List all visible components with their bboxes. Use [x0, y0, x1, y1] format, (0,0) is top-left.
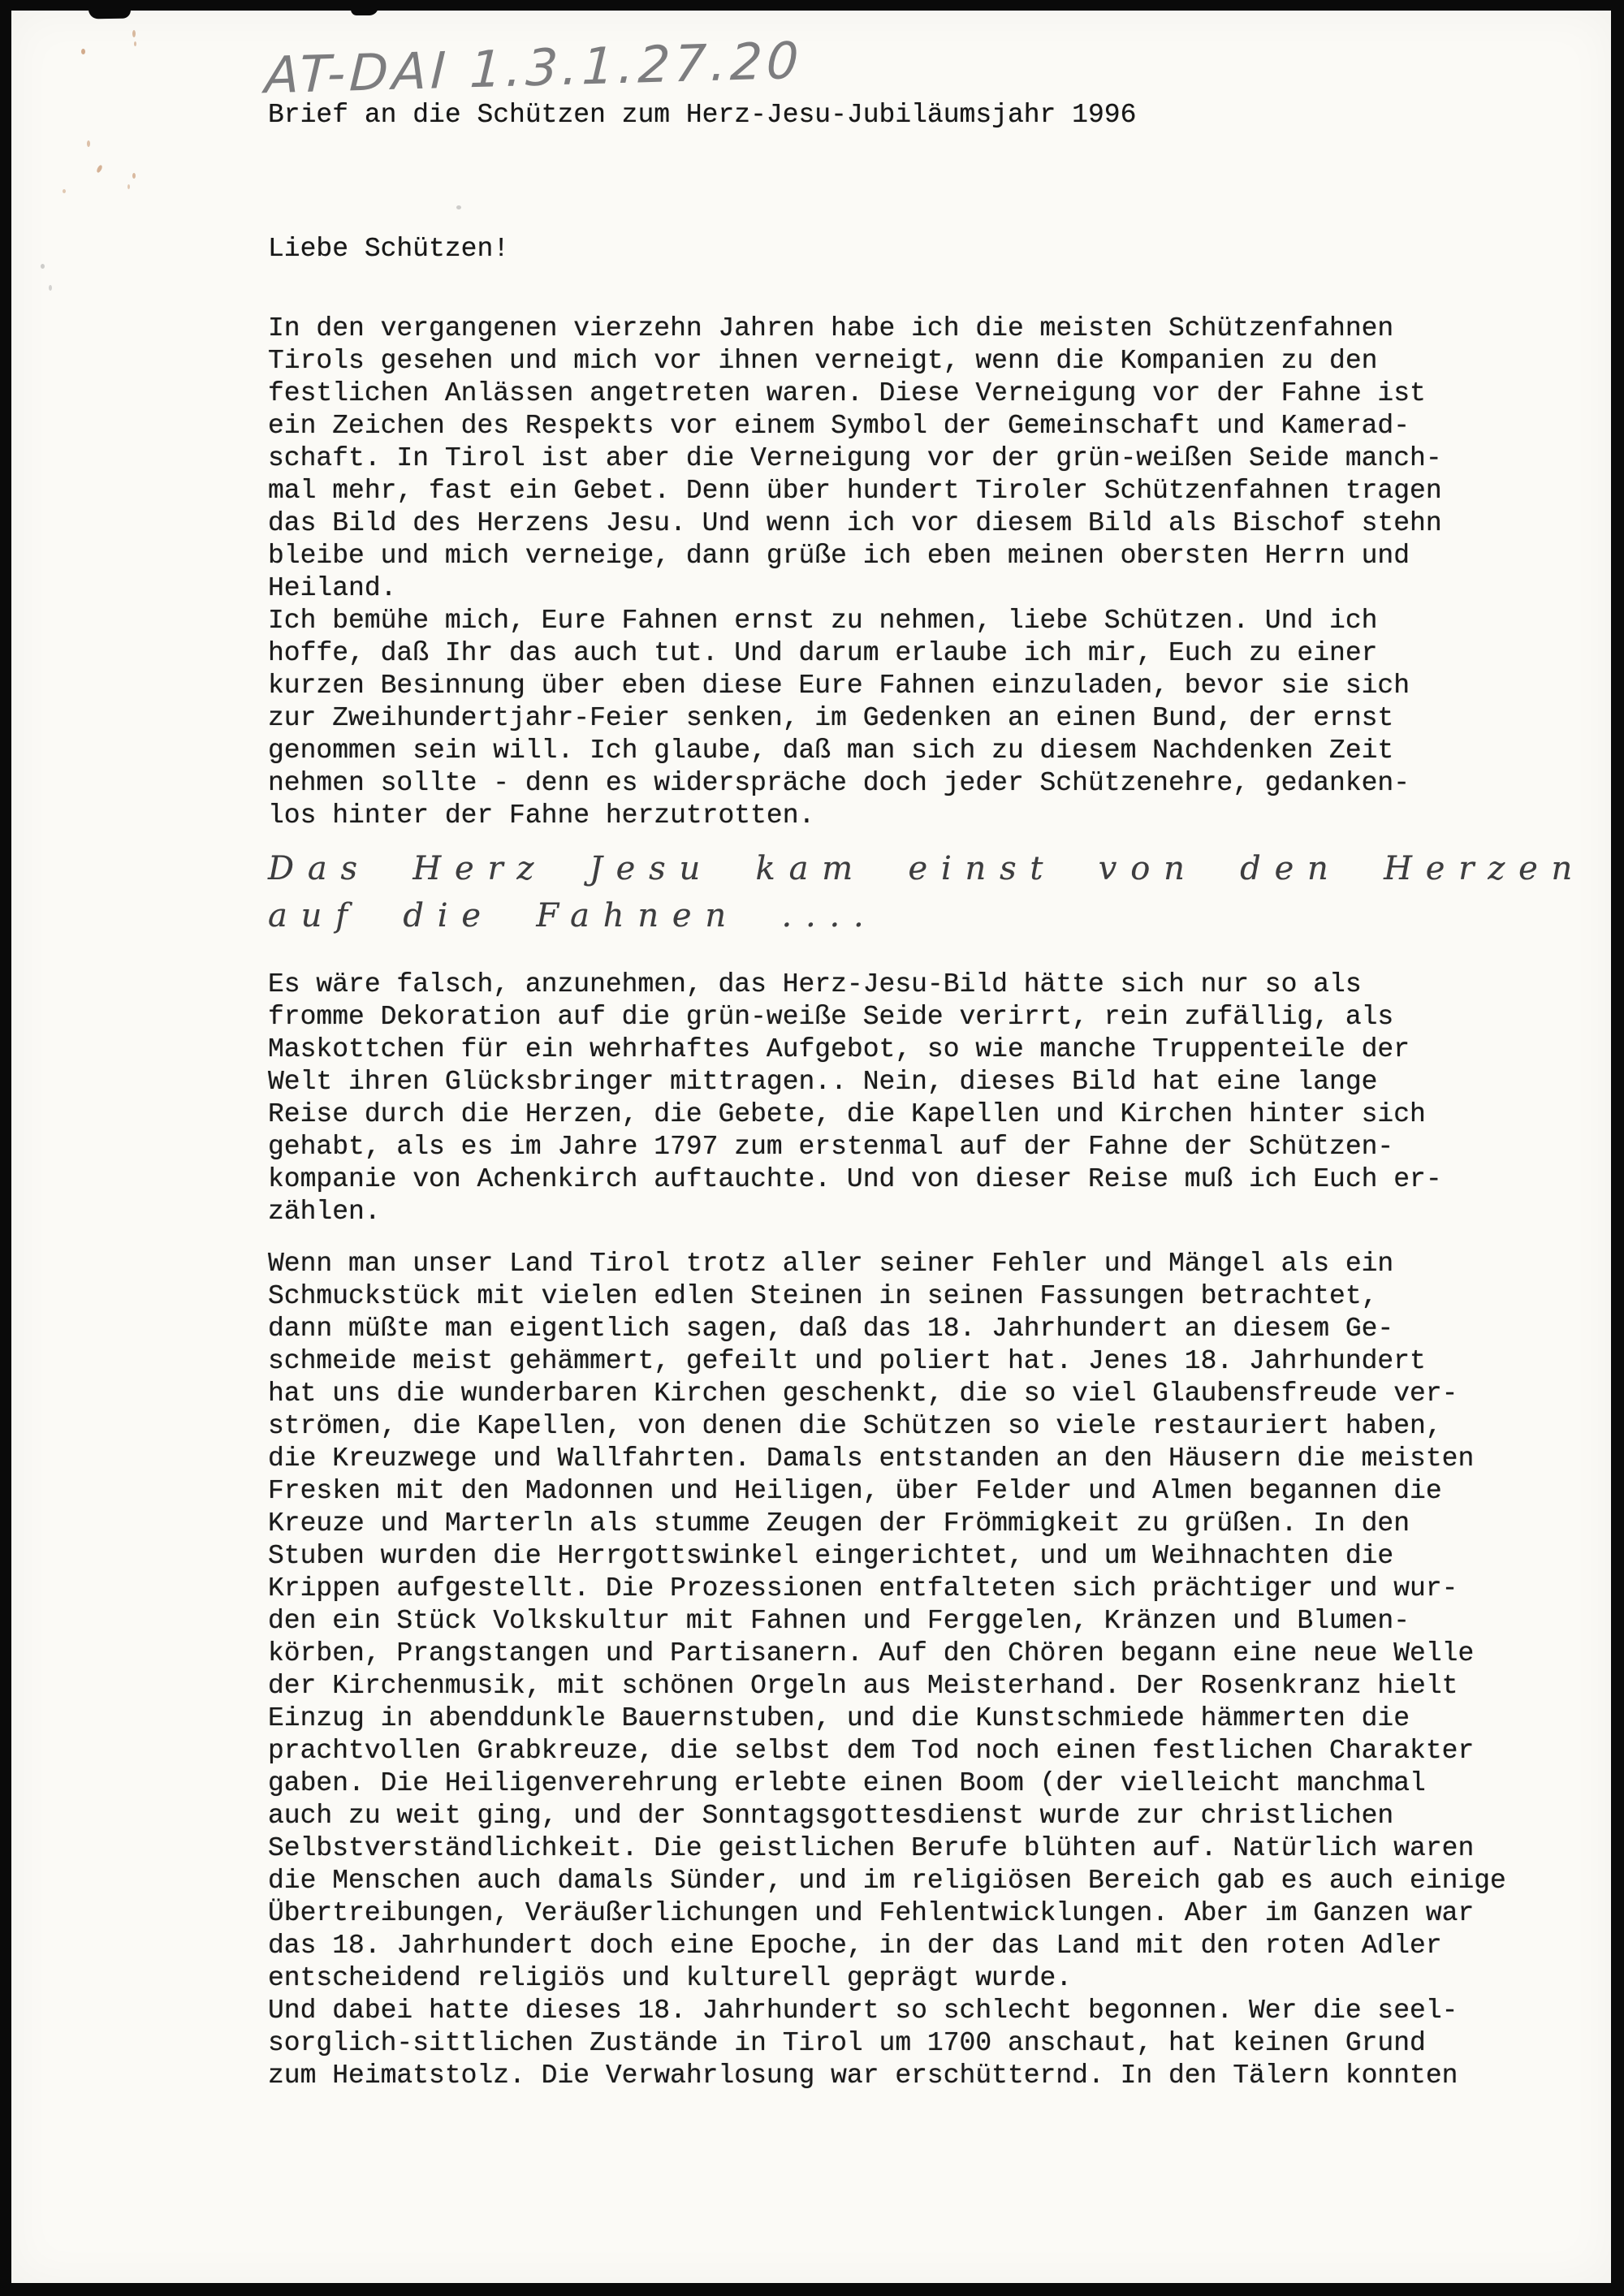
text-line: Tirols gesehen und mich vor ihnen verneigt, wenn die Kompanien zu den [268, 346, 1378, 376]
rust-speck [96, 164, 103, 173]
script-heading-line: Das Herz Jesu kam einst von den Herzen [268, 850, 1587, 887]
text-line: los hinter der Fahne herzutrotten. [268, 801, 815, 831]
text-line: das 18. Jahrhundert doch eine Epoche, in der das Land mit den roten Adler [268, 1931, 1442, 1961]
paragraph-block-1 [268, 313, 1442, 832]
text-line: Heiland. [268, 573, 397, 603]
text-line: Krippen aufgestellt. Die Prozessionen entfalteten sich prächtiger und wur- [268, 1573, 1458, 1603]
text-line: ein Zeichen des Respekts vor einem Symbol der Gemeinschaft und Kamerad- [268, 411, 1410, 441]
text-line: der Kirchenmusik, mit schönen Orgeln aus Meisterhand. Der Rosenkranz hielt [268, 1671, 1458, 1701]
text-line: schaft. In Tirol ist aber die Verneigung vor der grün-weißen Seide manch- [268, 443, 1442, 473]
text-line: Welt ihren Glücksbringer mittragen.. Nein, dieses Bild hat eine lange [268, 1067, 1378, 1097]
text-line: Übertreibungen, Veräußerlichungen und Fehlentwicklungen. Aber im Ganzen war [268, 1898, 1475, 1928]
text-line: schmeide meist gehämmert, gefeilt und poliert hat. Jenes 18. Jahrhundert [268, 1346, 1426, 1376]
text-line: Reise durch die Herzen, die Gebete, die Kapellen und Kirchen hinter sich [268, 1099, 1426, 1129]
rust-speck [87, 140, 90, 147]
text-line: bleibe und mich verneige, dann grüße ich eben meinen obersten Herrn und [268, 541, 1410, 571]
text-line: Stuben wurden die Herrgottswinkel eingerichtet, und um Weihnachten die [268, 1541, 1394, 1571]
text-line: gaben. Die Heiligenverehrung erlebte einen Boom (der vielleicht manchmal [268, 1768, 1426, 1798]
text-line: Kreuze und Marterln als stumme Zeugen der Frömmigkeit zu grüßen. In den [268, 1508, 1410, 1539]
text-line: strömen, die Kapellen, von denen die Schützen so viele restauriert haben, [268, 1411, 1442, 1441]
text-line: festlichen Anlässen angetreten waren. Diese Verneigung vor der Fahne ist [268, 378, 1426, 408]
script-heading-line: auf die Fahnen .... [268, 897, 878, 934]
text-line: hoffe, daß Ihr das auch tut. Und darum erlaube ich mir, Euch zu einer [268, 638, 1378, 668]
text-line: nehmen sollte - denn es widerspräche doch jeder Schützenehre, gedanken- [268, 768, 1410, 798]
rust-speck [127, 184, 130, 189]
document-page [11, 11, 1611, 2283]
rust-speck [63, 189, 66, 193]
text-line: zum Heimatstolz. Die Verwahrlosung war erschütternd. In den Tälern konnten [268, 2061, 1458, 2091]
text-line: Selbstverständlichkeit. Die geistlichen Berufe blühten auf. Natürlich waren [268, 1833, 1475, 1863]
dust-speck [49, 285, 52, 291]
paragraph-block-2 [268, 969, 1442, 1228]
script-subheading [268, 845, 1586, 939]
text-line: kurzen Besinnung über eben diese Eure Fahnen einzuladen, bevor sie sich [268, 671, 1410, 701]
dust-speck [456, 205, 461, 209]
text-line: gehabt, als es im Jahre 1797 zum erstenmal auf der Fahne der Schützen- [268, 1132, 1394, 1162]
text-line: zählen. [268, 1197, 381, 1227]
text-line: körben, Prangstangen und Partisanern. Auf den Chören begann eine neue Welle [268, 1638, 1475, 1668]
text-line: genommen sein will. Ich glaube, daß man sich zu diesem Nachdenken Zeit [268, 736, 1394, 766]
text-line: dann müßte man eigentlich sagen, daß das 18. Jahrhundert an diesem Ge- [268, 1314, 1394, 1344]
text-line: auch zu weit ging, und der Sonntagsgottesdienst wurde zur christlichen [268, 1801, 1394, 1831]
rust-speck [81, 49, 85, 54]
text-line: zur Zweihundertjahr-Feier senken, im Gedenken an einen Bund, der ernst [268, 703, 1394, 733]
text-line: das Bild des Herzens Jesu. Und wenn ich vor diesem Bild als Bischof stehn [268, 508, 1442, 538]
text-line: Fresken mit den Madonnen und Heiligen, über Felder und Almen begannen die [268, 1476, 1442, 1506]
text-line: In den vergangenen vierzehn Jahren habe ich die meisten Schützenfahnen [268, 313, 1394, 343]
text-line: Wenn man unser Land Tirol trotz aller seiner Fehler und Mängel als ein [268, 1249, 1394, 1279]
text-line: Schmuckstück mit vielen edlen Steinen in seinen Fassungen betrachtet, [268, 1281, 1378, 1311]
text-line: mal mehr, fast ein Gebet. Denn über hundert Tiroler Schützenfahnen tragen [268, 476, 1442, 506]
dust-speck [41, 264, 45, 269]
text-line: sorglich-sittlichen Zustände in Tirol um 1700 anschaut, hat keinen Grund [268, 2028, 1426, 2058]
archive-reference-handwritten-annotation: AT-DAI 1.3.1.27.20 [263, 30, 804, 106]
rust-speck [132, 30, 136, 37]
scan-artifact-blob [351, 6, 378, 15]
rust-speck [134, 41, 136, 46]
document-title: Brief an die Schützen zum Herz-Jesu-Jubiläumsjahr 1996 [268, 100, 1137, 130]
text-line: die Kreuzwege und Wallfahrten. Damals entstanden an den Häusern die meisten [268, 1444, 1475, 1474]
text-line: Ich bemühe mich, Eure Fahnen ernst zu nehmen, liebe Schützen. Und ich [268, 606, 1378, 636]
text-line: Einzug in abenddunkle Bauernstuben, und die Kunstschmiede hämmerten die [268, 1703, 1410, 1733]
text-line: Maskottchen für ein wehrhaftes Aufgebot, so wie manche Truppenteile der [268, 1034, 1410, 1064]
text-line: den ein Stück Volkskultur mit Fahnen und Ferggelen, Kränzen und Blumen- [268, 1606, 1410, 1636]
text-line: kompanie von Achenkirch auftauchte. Und von dieser Reise muß ich Euch er- [268, 1164, 1442, 1194]
text-line: fromme Dekoration auf die grün-weiße Seide verirrt, rein zufällig, als [268, 1002, 1394, 1032]
scan-artifact-blob [89, 7, 131, 19]
paragraph-block-3 [268, 1248, 1506, 2092]
text-line: hat uns die wunderbaren Kirchen geschenkt, die so viel Glaubensfreude ver- [268, 1379, 1458, 1409]
rust-speck [132, 173, 136, 179]
text-line: die Menschen auch damals Sünder, und im religiösen Bereich gab es auch einige [268, 1866, 1506, 1896]
text-line: Und dabei hatte dieses 18. Jahrhundert so schlecht begonnen. Wer die seel- [268, 1996, 1458, 2026]
salutation: Liebe Schützen! [268, 234, 510, 264]
text-line: Es wäre falsch, anzunehmen, das Herz-Jesu-Bild hätte sich nur so als [268, 969, 1362, 999]
text-line: prachtvollen Grabkreuze, die selbst dem Tod noch einen festlichen Charakter [268, 1736, 1475, 1766]
text-line: entscheidend religiös und kulturell geprägt wurde. [268, 1963, 1073, 1993]
